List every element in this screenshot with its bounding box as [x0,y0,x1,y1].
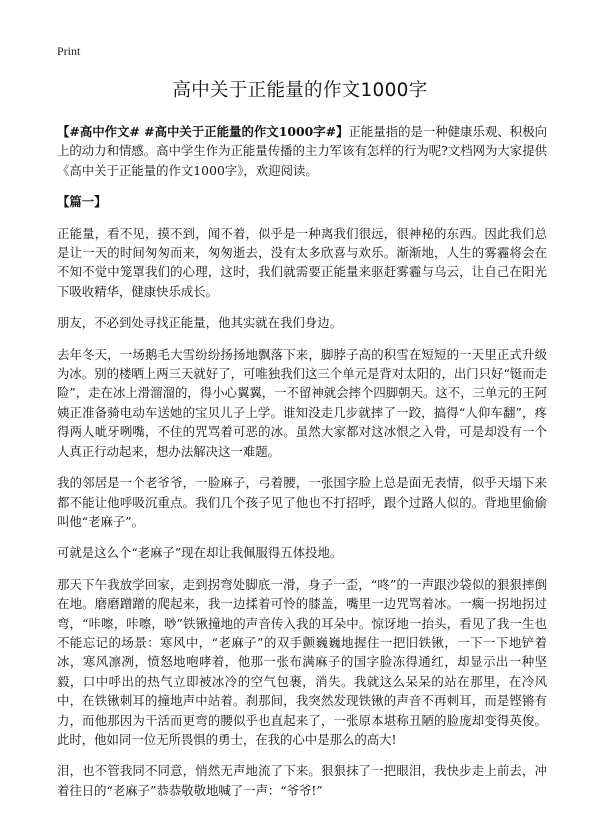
paragraph-7: 泪，也不管我同不同意，悄然无声地流了下来。狠狠抹了一把眼泪，我快步走上前去，冲着往日的“老麻子”恭恭敬敬地喊了一声：“爷爷!” [57,763,547,798]
lead-paragraph [57,122,547,180]
paragraph-1: 正能量，看不见，摸不到，闻不着，似乎是一种离我们很远，很神秘的东西。因此我们总是让一天的时间匆匆而来，匆匆逝去，没有太多欣喜与欢乐。渐渐地，人生的雾霾将会在不知不觉中笼罩我们的心理，这时，我们就需要正能量来驱赶雾霾与乌云，让自己在阳光下吸收精华，健康快乐成长。 [57,225,547,299]
paragraph-3: 去年冬天，一场鹅毛大雪纷纷扬扬地飘落下来，脚脖子高的积雪在短短的一天里正式升级为冰。别的楼晒上两三天就好了，可唯独我们这三个单元是背对太阳的，出门只好“铤而走险”，走在冰上滑溜溜的，得小心翼翼，一不留神就会摔个四脚朝天。这不，三单元的王阿姨正准备骑电动车送她的宝贝儿子上学。谁知没走几步就摔了一跤，搞得“人仰车翻”，疼得两人呲牙咧嘴，不住的咒骂着可恶的冰。虽然大家都对这冰恨之入骨，可是却没有一个人真正行动起来，想办法解决这一难题。 [57,346,547,459]
paragraph-2: 朋友，不必到处寻找正能量，他其实就在我们身边。 [57,315,342,331]
paragraph-5: 可就是这么个“老麻子”现在却让我佩服得五体投地。 [57,545,343,561]
article-title: 高中关于正能量的作文1000字 [172,80,428,101]
lead-tags: 【#高中作文# #高中关于正能量的作文1000字#】 [57,124,349,139]
lead-text: 正能量指的是一种健康乐观、积极向上的动力和情感。高中学生作为正能量传播的主力军该有怎样的行为呢?文档网为大家提供《高中关于正能量的作文1000字》，欢迎阅读。 [57,124,548,178]
paragraph-6: 那天下午我放学回家，走到拐弯处脚底一滑，身子一歪，“咚”的一声跟沙袋似的狠狠摔倒在地。磨磨蹭蹭的爬起来，我一边揉着可怜的膝盖，嘴里一边咒骂着冰。一瘸一拐地拐过弯，“咔嚓，咔嚓，唦”铁锹撞地的声音传入我的耳朵中。惊讶地一抬头，看见了我一生也不能忘记的场景：寒风中，“老麻子”的双手颤巍巍地握住一把旧铁锹，一下一下地铲着冰，寒风凛冽，愤怒地咆哮着，他那一张布满麻子的国字脸冻得通红，却显示出一种坚毅，口中呼出的热气立即被冰冷的空气包裹，消失。我就这么呆呆的站在那里，在冷风中，在铁锹刺耳的撞地声中站着。刹那间，我突然发现铁锹的声音不再刺耳，而是铿锵有力，而他那因为干活而更弯的腰似乎也直起来了，一张原本堪称丑陋的脸庞却变得英俊。此时，他如同一位无所畏惧的勇士，在我的心中是那么的高大! [57,576,547,747]
print-link[interactable]: Print [57,44,81,58]
paragraph-4: 我的邻居是一个老爷爷，一脸麻子，弓着腰，一张国字脸上总是面无表情，似乎天塌下来都不能让他呼吸沉重点。我们几个孩子见了他也不打招呼，跟个过路人似的。背地里偷偷叫他“老麻子”。 [57,475,547,529]
article-body [57,122,547,812]
section-heading: 【篇一】 [57,194,107,210]
